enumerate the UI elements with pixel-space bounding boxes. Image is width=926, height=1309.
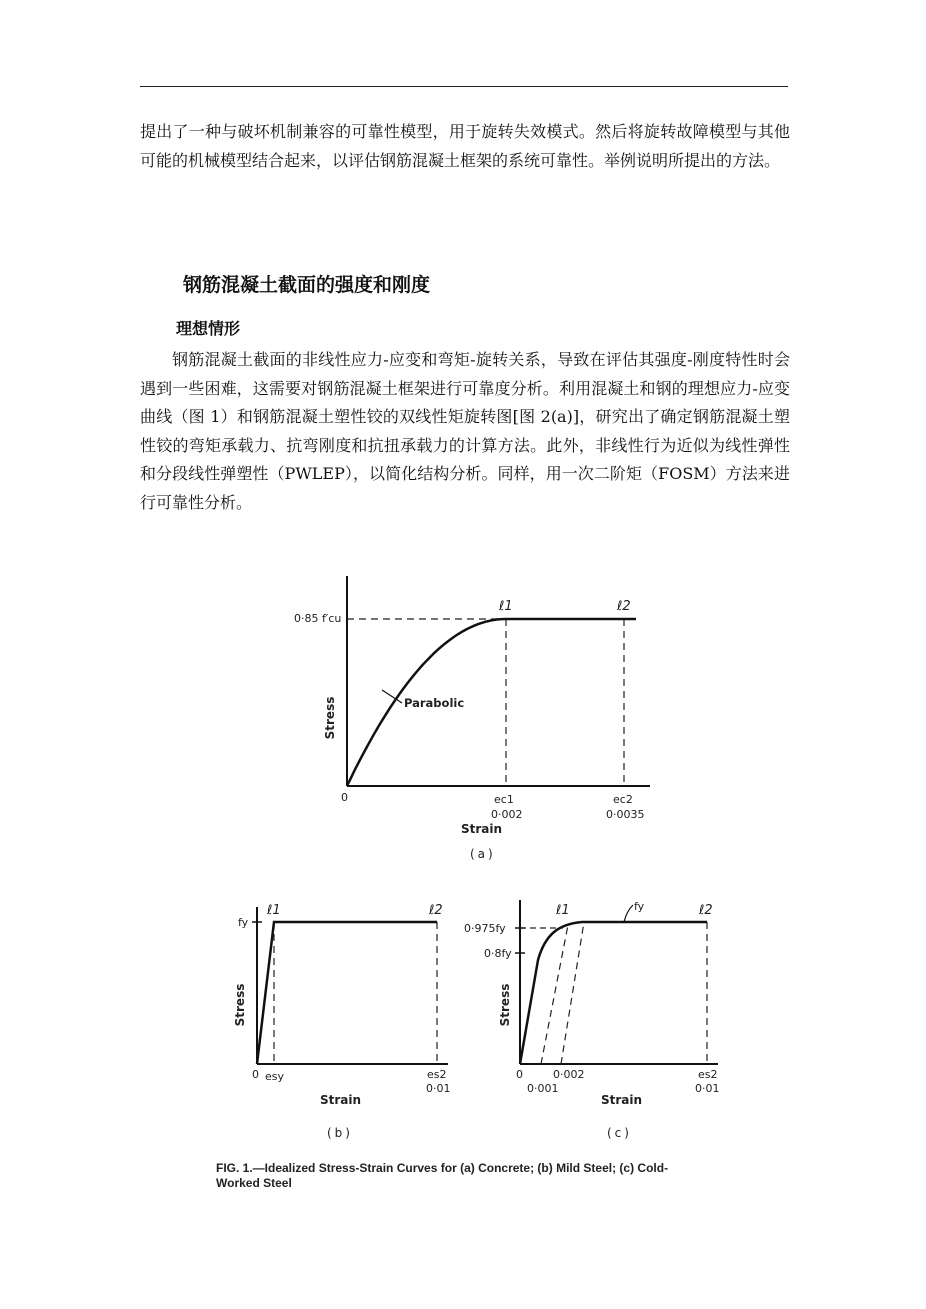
- panel-a-ec1: ec1: [494, 793, 514, 806]
- panel-a-y-tick-label: 0·85 f′cu: [294, 612, 342, 625]
- panel-c-origin: 0: [516, 1068, 523, 1081]
- panel-c-fy-label: fy: [634, 900, 645, 913]
- panel-b-origin: 0: [252, 1068, 259, 1081]
- panel-c-0001-label: 0·001: [527, 1082, 559, 1095]
- paragraph-intro: 提出了一种与破坏机制兼容的可靠性模型，用于旋转失效模式。然后将旋转故障模型与其他可能的机械模型结合起来，以评估钢筋混凝土框架的系统可靠性。举例说明所提出的方法。: [140, 122, 790, 170]
- panel-a-ec2: ec2: [613, 793, 633, 806]
- panel-a-xlabel: Strain: [461, 822, 503, 836]
- panel-b-xlabel: Strain: [320, 1093, 362, 1107]
- figure-caption-line1: FIG. 1.—Idealized Stress-Strain Curves for (a) Concrete; (b) Mild Steel; (c) Cold-: [216, 1161, 669, 1175]
- panel-a-concrete: [294, 576, 650, 861]
- panel-b-fy-label: fy: [238, 916, 249, 929]
- panel-c-l2-label: ℓ2: [699, 903, 713, 918]
- panel-b-tag: (b): [327, 1126, 353, 1140]
- panel-a-annotation: Parabolic: [404, 696, 465, 710]
- subsection-heading: 理想情形: [176, 319, 241, 338]
- panel-c-tag: (c): [607, 1126, 632, 1140]
- panel-c-xlabel: Strain: [601, 1093, 643, 1107]
- panel-a-origin: 0: [341, 791, 348, 804]
- panel-c-curve: [520, 922, 707, 1064]
- panel-a-ec1-value: 0·002: [491, 808, 523, 821]
- panel-b-es2-value: 0·01: [426, 1082, 451, 1095]
- panel-b-ylabel: Stress: [233, 983, 247, 1027]
- panel-c-0975fy-label: 0·975fy: [464, 922, 506, 935]
- panel-c-cold-worked-steel: [464, 900, 720, 1140]
- paragraph-ideal: 钢筋混凝土截面的非线性应力-应变和弯矩-旋转关系，导致在评估其强度-刚度特性时会遇到一些困难，这需要对钢筋混凝土框架进行可靠度分析。利用混凝土和钢的理想应力-应变曲线（图 1）和钢筋混凝土塑性铰的双线性矩旋转图[图 2(a)]，研究出了确定钢筋混凝土塑性铰的弯矩承载力、抗弯刚度和抗扭承载力的计算方法。此外，非线性行为近似为线性弹性和分段线性弹塑性（PWLEP），以简化结构分析。同样，用一次二阶矩（FOSM）方法来进行可靠性分析。: [140, 350, 790, 512]
- panel-c-l1-label: ℓ1: [556, 903, 570, 918]
- panel-b-l1-label: ℓ1: [267, 903, 281, 918]
- panel-a-ec2-value: 0·0035: [606, 808, 645, 821]
- panel-c-08fy-label: 0·8fy: [484, 947, 512, 960]
- panel-b-l2-label: ℓ2: [429, 903, 443, 918]
- panel-b-curve: [257, 922, 437, 1064]
- panel-c-es2-value: 0·01: [695, 1082, 720, 1095]
- panel-c-0002-label: 0·002: [553, 1068, 585, 1081]
- panel-c-dash-offset-1: [541, 925, 568, 1064]
- panel-c-es2: es2: [698, 1068, 718, 1081]
- panel-c-fy-leader: [624, 905, 633, 922]
- panel-a-l1-label: ℓ1: [499, 599, 513, 614]
- section-heading: 钢筋混凝土截面的强度和刚度: [183, 274, 431, 296]
- panel-c-ylabel: Stress: [498, 983, 512, 1027]
- panel-b-es2: es2: [427, 1068, 447, 1081]
- panel-a-l2-label: ℓ2: [617, 599, 631, 614]
- panel-a-ylabel: Stress: [323, 696, 337, 740]
- figure-caption-line2: Worked Steel: [216, 1176, 292, 1190]
- panel-a-tag: (a): [470, 847, 496, 861]
- panel-b-mild-steel: [233, 903, 451, 1140]
- panel-b-esy: esy: [265, 1070, 285, 1083]
